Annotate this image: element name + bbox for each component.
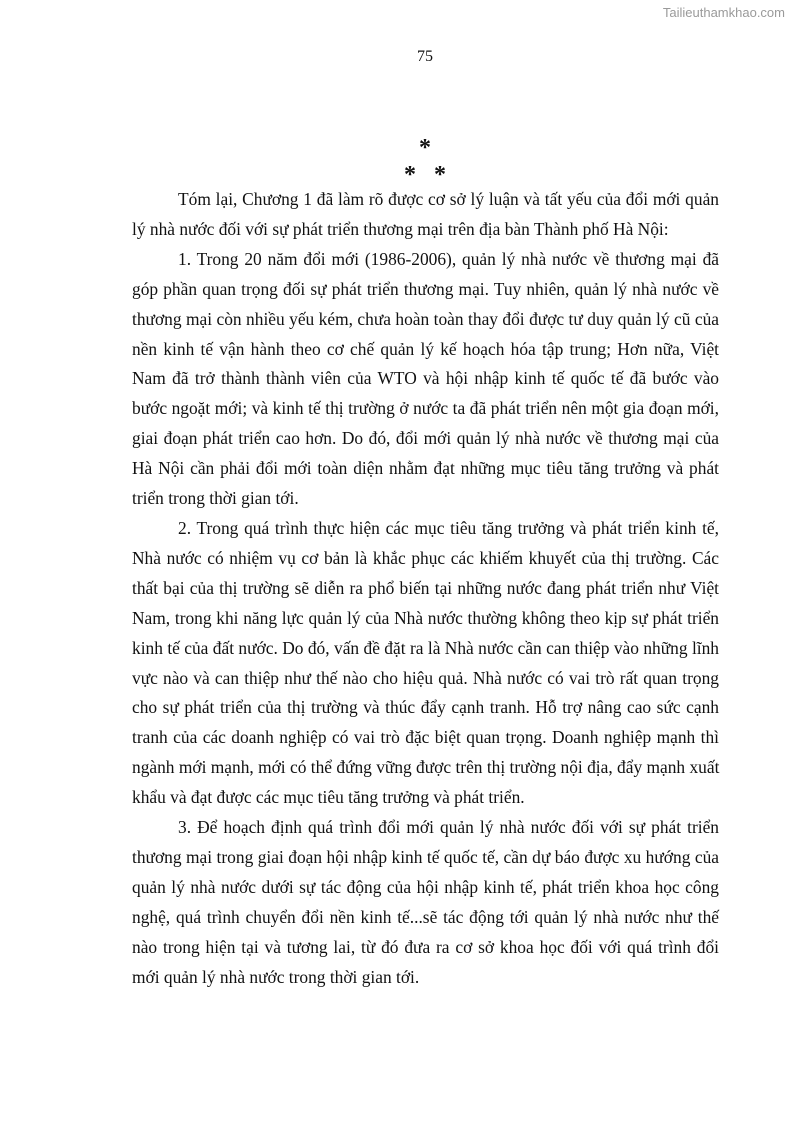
text-line: giai đoạn phát triển cao hơn. Do đó, đổi mới quản lý nhà nước về thương mại của [132, 428, 719, 449]
text-line: vực nào và can thiệp như thế nào cho hiệu quả. Nhà nước có vai trò rất quan trọng [132, 667, 719, 688]
text-line: quản lý nhà nước dưới sự tác động của hội nhập kinh tế, phát triển khoa học công [132, 876, 719, 897]
text-line: 2. Trong quá trình thực hiện các mục tiêu tăng trưởng và phát triển kinh tế, [178, 517, 719, 538]
text-line: nghệ, quá trình chuyển đổi nền kinh tế...sẽ tác động tới quản lý nhà nước như thế [132, 906, 719, 927]
text-line: Nam đã trở thành thành viên của WTO và hội nhập kinh tế quốc tế đã bước vào [132, 368, 719, 389]
text-line: thất bại của thị trường sẽ diễn ra phổ biến tại những nước đang phát triển như Việt [132, 577, 719, 598]
document-body [132, 185, 719, 992]
watermark: Tailieuthamkhao.com [662, 5, 785, 20]
text-line: Nhà nước có nhiệm vụ cơ bản là khắc phục các khiếm khuyết của thị trường. Các [132, 547, 719, 568]
text-line: ngành mới mạnh, mới có thể đứng vững được trên thị trường nội địa, đẩy mạnh xuất [132, 757, 720, 778]
text-line: nào trong hiện tại và tương lai, từ đó đưa ra cơ sở khoa học đối với quá trình đổi [132, 936, 719, 957]
text-line: nền kinh tế vận hành theo cơ chế quản lý kế hoạch hóa tập trung; Hơn nữa, Việt [132, 338, 719, 359]
separator-star: * [434, 162, 446, 188]
text-line: Nam, trong khi năng lực quản lý của Nhà nước thường không theo kịp sự phát triển [132, 607, 719, 628]
paragraph [132, 245, 719, 514]
text-line: mới quản lý nhà nước trong thời gian tới. [132, 966, 420, 987]
text-line: tranh của các doanh nghiệp có vai trò đặc biệt quan trọng. Doanh nghiệp mạnh thì [132, 727, 719, 748]
text-line: Hà Nội cần phải đổi mới toàn diện nhằm đạt những mục tiêu tăng trưởng và phát [132, 458, 719, 479]
text-line: góp phần quan trọng đối sự phát triển thương mại. Tuy nhiên, quản lý nhà nước về [132, 278, 719, 299]
separator-star: * [419, 135, 431, 161]
page-number: 75 [417, 48, 433, 65]
text-line: kinh tế của đất nước. Do đó, vấn đề đặt ra là Nhà nước cần can thiệp vào những lĩnh [132, 637, 719, 658]
text-line: bước ngoặt mới; và kinh tế thị trường ở nước ta đã phát triển nên một gia đoạn mới, [132, 398, 719, 419]
text-line: Tóm lại, Chương 1 đã làm rõ được cơ sở lý luận và tất yếu của đổi mới quản [178, 189, 719, 209]
text-line: cho sự phát triển của thị trường và thúc đẩy cạnh tranh. Hỗ trợ nâng cao sức cạnh [132, 697, 719, 718]
paragraph [132, 813, 719, 992]
text-line: thương mại trong giai đoạn hội nhập kinh tế quốc tế, cần dự báo được xu hướng của [132, 846, 719, 867]
paragraph [132, 185, 719, 245]
text-line: thương mại còn nhiều yếu kém, chưa hoàn toàn thay đổi được tư duy quản lý cũ của [132, 308, 719, 329]
separator-star: * [404, 162, 416, 188]
text-line: lý nhà nước đối với sự phát triển thương mại trên địa bàn Thành phố Hà Nội: [132, 218, 669, 239]
text-line: khẩu và đạt được các mục tiêu tăng trưởng và phát triển. [132, 787, 525, 808]
text-line: 3. Để hoạch định quá trình đổi mới quản lý nhà nước đối với sự phát triển [178, 817, 719, 838]
paragraph [132, 514, 719, 813]
text-line: 1. Trong 20 năm đổi mới (1986-2006), quản lý nhà nước về thương mại đã [178, 248, 719, 269]
text-line: triển trong thời gian tới. [132, 488, 299, 509]
